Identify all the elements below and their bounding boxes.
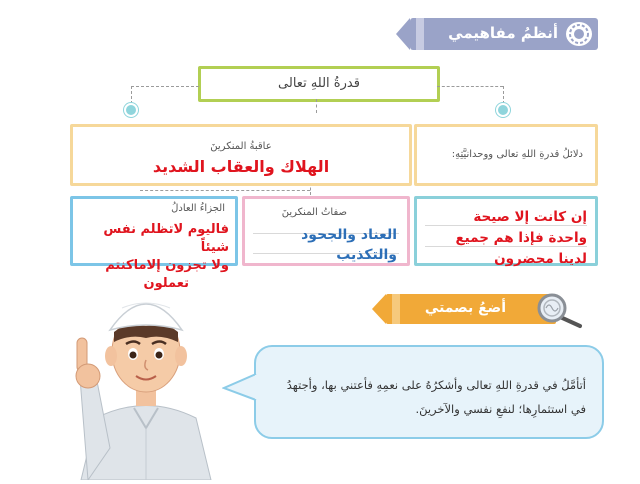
traits-box xyxy=(242,196,410,266)
seal-icon xyxy=(566,22,592,46)
speech-bubble xyxy=(254,345,604,439)
consequence-box xyxy=(70,124,412,186)
connector-dot-right xyxy=(496,103,510,117)
connector-right-h xyxy=(437,86,503,87)
consequence-label: عاقبةُ المنكرينَ xyxy=(210,141,272,152)
connector-dot-left xyxy=(124,103,138,117)
evidence-answer-line1: إن كانت إلا صيحة xyxy=(473,209,587,225)
evidence-answer-line3: لدينا محضرون xyxy=(494,251,587,267)
bubble-text-line2: في استثمارِها؛ لنفعِ نفسي والآخرينَ. xyxy=(415,402,586,416)
fingerprint-tag xyxy=(386,294,556,324)
evidence-label: دلائلُ قدرةِ اللهِ تعالى ووحدانيَّتِهِ: xyxy=(451,149,583,160)
reward-answer-line2: ولا تجزون إلاماكنتم xyxy=(105,258,229,273)
connector-left-v xyxy=(131,86,132,104)
fingerprint-tag-notch xyxy=(372,294,386,324)
reward-label: الجزاءُ العادلُ xyxy=(171,203,225,214)
speech-bubble-tail xyxy=(222,372,258,408)
connector-main xyxy=(316,99,317,113)
traits-answer xyxy=(301,225,397,265)
header-tag xyxy=(410,18,598,50)
reward-answer-line1: فاليوم لاتظلم نفس شيئاً xyxy=(103,222,229,255)
evidence-answer-box xyxy=(414,196,598,266)
evidence-answer xyxy=(455,207,587,270)
bubble-text-line1: أتأمَّلُ في قدرةِ اللهِ تعالى وأشكرُهُ على نعمِهِ فأعتني بها، وأجتهدُ xyxy=(286,378,586,392)
magnifier-icon xyxy=(536,292,586,336)
traits-answer-line2: والتكذيب xyxy=(336,247,397,263)
connector-right-v xyxy=(503,86,504,104)
traits-answer-line1: العناد والجحود xyxy=(301,227,397,243)
header-tag-notch xyxy=(396,18,410,50)
consequence-answer: الهلاك والعقاب الشديد xyxy=(152,157,330,176)
main-concept-box: قدرةُ اللهِ تعالى xyxy=(198,66,440,102)
bubble-text xyxy=(272,373,586,421)
connector-left-h xyxy=(131,86,199,87)
reward-box xyxy=(70,196,238,291)
header-tag-strip xyxy=(416,18,424,50)
section-title: أنظمُ مفاهيمي xyxy=(448,24,558,42)
connector-bottom-h xyxy=(140,190,310,191)
evidence-answer-line2: واحدة فإذا هم جميع xyxy=(455,230,587,246)
boy-illustration xyxy=(66,268,226,484)
fingerprint-title: أضعُ بصمتي xyxy=(424,300,506,316)
fingerprint-tag-strip xyxy=(392,294,400,324)
reward-answer-line3: تعملون xyxy=(143,276,189,291)
traits-label: صفاتُ المنكرينَ xyxy=(281,207,347,218)
evidence-box xyxy=(414,124,598,186)
